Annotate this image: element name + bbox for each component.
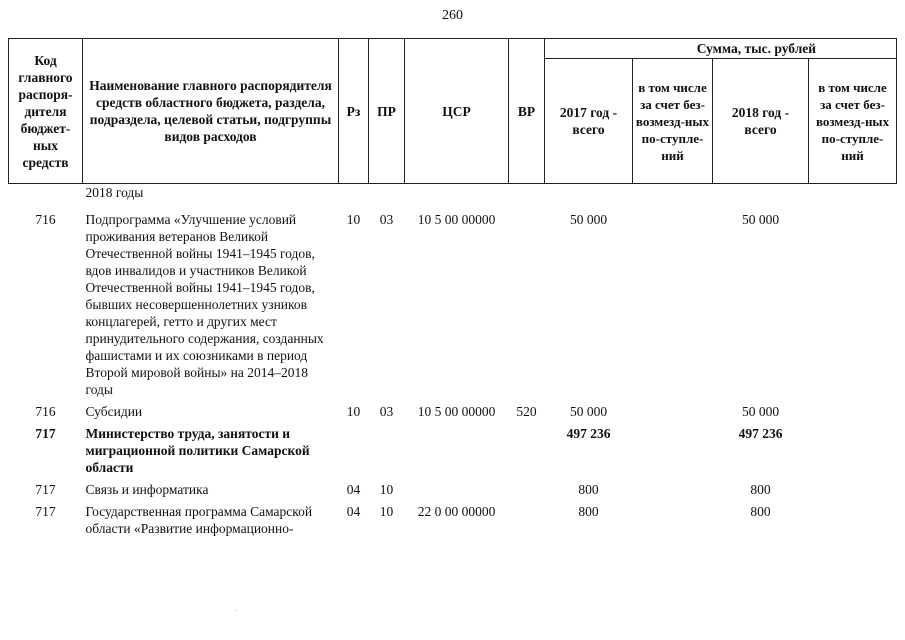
cell-2017-total: 800 (578, 482, 599, 497)
cell-vr (509, 479, 545, 501)
scan-speck (236, 610, 237, 611)
cell-2017-total: 50 000 (569, 212, 608, 227)
cell-pr: 03 (379, 212, 394, 227)
cell-2017-grants (633, 479, 713, 501)
table-body (9, 184, 897, 541)
cell-2018-total: 800 (750, 482, 771, 497)
cell-2017-total: 800 (578, 504, 599, 519)
cell-name: Субсидии (85, 404, 143, 419)
header-2017-grants: в том числе за счет без-возмезд-ных по-ступле-ний (633, 59, 713, 184)
cell-2017-total (545, 184, 633, 204)
cell-2018-total: 50 000 (741, 212, 780, 227)
cell-code: 717 (35, 426, 56, 441)
cell-vr: 520 (516, 404, 537, 419)
cell-csr (405, 479, 509, 501)
cell-vr (509, 501, 545, 540)
cell-2018-total: 50 000 (741, 404, 780, 419)
header-name: Наименование главного распорядителя средств областного бюджета, раздела, подраздела, целевой статьи, подгруппы видов расходов (83, 39, 339, 184)
cell-2017-grants (633, 401, 713, 423)
cell-rz: 10 (346, 212, 361, 227)
table-row (9, 501, 897, 540)
cell-code: 716 (35, 212, 56, 227)
cell-pr: 10 (379, 482, 394, 497)
table-header (9, 39, 897, 184)
cell-2018-total: 497 236 (738, 426, 783, 441)
header-vr: ВР (509, 39, 545, 184)
cell-vr (509, 423, 545, 479)
cell-pr (369, 423, 405, 479)
cell-2018-total (713, 184, 809, 204)
page-number: 260 (442, 8, 463, 23)
header-code: Код главного распоря-дителя бюджет-ных средств (9, 39, 83, 184)
header-rz: Рз (339, 39, 369, 184)
cell-rz: 04 (346, 504, 361, 519)
table-row (9, 203, 897, 401)
cell-pr (369, 184, 405, 204)
cell-code: 716 (35, 404, 56, 419)
header-2018-total: 2018 год - всего (713, 59, 809, 184)
header-sum: Сумма, тыс. рублей (545, 39, 897, 59)
cell-rz: 10 (346, 404, 361, 419)
cell-rz (339, 423, 369, 479)
cell-csr: 10 5 00 00000 (417, 212, 496, 227)
cell-csr: 10 5 00 00000 (417, 404, 496, 419)
cell-pr: 10 (379, 504, 394, 519)
cell-2018-grants (809, 501, 897, 540)
table-row (9, 401, 897, 423)
cell-name: Государственная программа Самарской области «Развитие информационно- (85, 504, 313, 536)
cell-2018-grants (809, 203, 897, 401)
cell-vr (509, 184, 545, 204)
header-pr: ПР (369, 39, 405, 184)
cell-csr (405, 423, 509, 479)
cell-name: 2018 годы (85, 185, 144, 200)
cell-2017-grants (633, 184, 713, 204)
header-2017-total: 2017 год - всего (545, 59, 633, 184)
cell-2018-grants (809, 423, 897, 479)
cell-2017-grants (633, 501, 713, 540)
cell-2017-total: 497 236 (566, 426, 611, 441)
header-2018-grants: в том числе за счет без-возмезд-ных по-ступле-ний (809, 59, 897, 184)
cell-name: Связь и информатика (85, 482, 209, 497)
table-row (9, 423, 897, 479)
cell-csr: 22 0 00 00000 (417, 504, 496, 519)
cell-code: 717 (35, 482, 56, 497)
cell-2018-grants (809, 479, 897, 501)
cell-rz: 04 (346, 482, 361, 497)
cell-2017-total: 50 000 (569, 404, 608, 419)
cell-vr (509, 203, 545, 401)
cell-rz (339, 184, 369, 204)
cell-name: Министерство труда, занятости и миграционной политики Самарской области (85, 426, 310, 475)
cell-pr: 03 (379, 404, 394, 419)
cell-2018-grants (809, 184, 897, 204)
cell-name: Подпрограмма «Улучшение условий проживания ветеранов Великой Отечественной войны 1941–1945 годов, вдов инвалидов и участников Великой Отечественной войны 1941–1945 годов, бывших несовершеннолетних узников концлагерей, гетто и других мест принудительного содержания, созданных фашистами и их союзниками в период Второй мировой войны» на 2014–2018 годы (85, 212, 324, 397)
cell-code: 717 (35, 504, 56, 519)
cell-2018-grants (809, 401, 897, 423)
cell-2018-total: 800 (750, 504, 771, 519)
header-csr: ЦСР (405, 39, 509, 184)
budget-table (8, 38, 897, 540)
cell-code (9, 184, 83, 204)
cell-2017-grants (633, 423, 713, 479)
table-row (9, 184, 897, 204)
cell-2017-grants (633, 203, 713, 401)
cell-csr (405, 184, 509, 204)
table-row (9, 479, 897, 501)
